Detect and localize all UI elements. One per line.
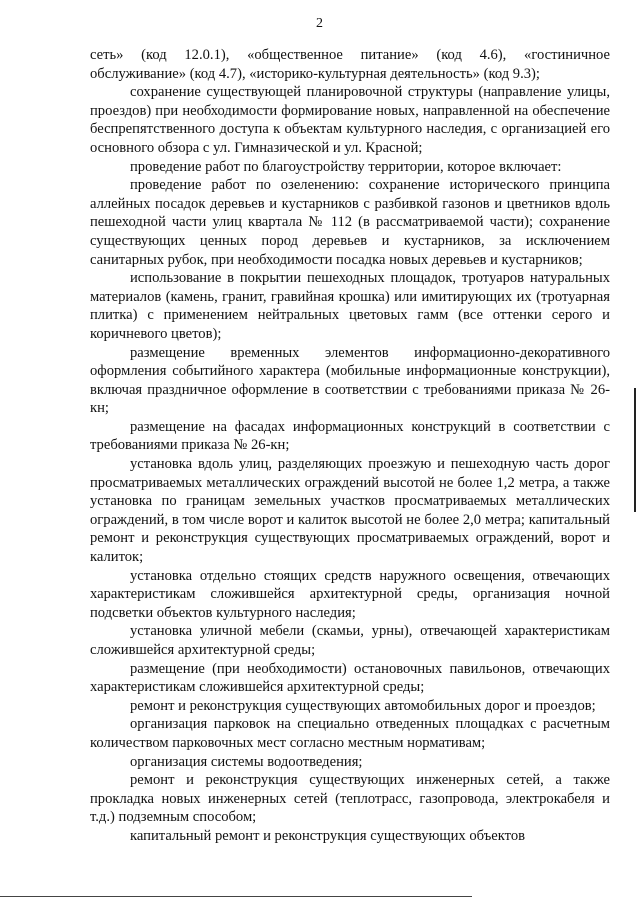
paragraph: установка отдельно стоящих средств наружного освещения, отвечающих характеристикам сложившейся архитектурной среды, организация ночной подсветки объектов культурного наследия;	[90, 567, 610, 621]
paragraph: проведение работ по благоустройству территории, которое включает:	[130, 158, 562, 175]
paragraph: капитальный ремонт и реконструкция существующих объектов	[130, 827, 526, 844]
paragraph: сеть» (код 12.0.1), «общественное питание» (код 4.6), «гостиничное обслуживание» (код 4.7), «историко-культурная деятельность» (код 9.3);	[90, 47, 610, 82]
paragraph: сохранение существующей планировочной структуры (направление улицы, проездов) при необходимости формирование новых, направленной на обеспечение беспрепятственного доступа к объектам культурного наследия, с организацией его основного обзора с ул. Гимназической и ул. Красной;	[90, 84, 610, 156]
paragraph: ремонт и реконструкция существующих автомобильных дорог и проездов;	[130, 697, 596, 714]
paragraph: установка уличной мебели (скамьи, урны), отвечающей характеристикам сложившейся архитектурной среды;	[90, 623, 610, 658]
paragraph: использование в покрытии пешеходных площадок, тротуаров натуральных материалов (камень, гранит, гравийная крошка) или имитирующих их (тротуарная плитка) с применением нейтральных цветовых гамм (все оттенки серого и коричневого цветов);	[90, 270, 610, 342]
scan-edge-mark	[634, 388, 636, 512]
footer-rule	[0, 896, 472, 897]
document-body	[90, 46, 610, 846]
paragraph: размещение (при необходимости) остановочных павильонов, отвечающих характеристикам сложившейся архитектурной среды;	[90, 660, 610, 696]
paragraph: размещение временных элементов информационно-декоративного оформления событийного характера (мобильные информационные конструкции), включая праздничное оформление в соответствии с требованиями приказа № 26-кн;	[90, 344, 610, 417]
paragraph: проведение работ по озеленению: сохранение исторического принципа аллейных посадок деревьев и кустарников с разбивкой газонов и цветников вдоль пешеходной части улиц квартала № 112 (в рассматриваемой части); сохранение существующих ценных пород деревьев и кустарников, за исключением санитарных рубок, при необходимости посадка новых деревьев и кустарников;	[90, 177, 610, 268]
paragraph: организация системы водоотведения;	[130, 753, 363, 770]
paragraph: размещение на фасадах информационных конструкций в соответствии с требованиями приказа № 26-кн;	[90, 418, 610, 454]
paragraph: организация парковок на специально отведенных площадках с расчетным количеством парковочных мест согласно местным нормативам;	[90, 716, 610, 751]
paragraph: ремонт и реконструкция существующих инженерных сетей, а также прокладка новых инженерных сетей (теплотрасс, газопровода, электрокабеля и т.д.) подземным способом;	[90, 772, 610, 826]
paragraph: установка вдоль улиц, разделяющих проезжую и пешеходную часть дорог просматриваемых металлических ограждений высотой не более 1,2 метра, а также установка по границам земельных участков просматриваемых металлических ограждений, в том числе ворот и калиток высотой не более 2,0 метра; капитальный ремонт и реконструкция существующих просматриваемых ограждений, ворот и калиток;	[90, 456, 610, 566]
page-number: 2	[316, 16, 323, 31]
